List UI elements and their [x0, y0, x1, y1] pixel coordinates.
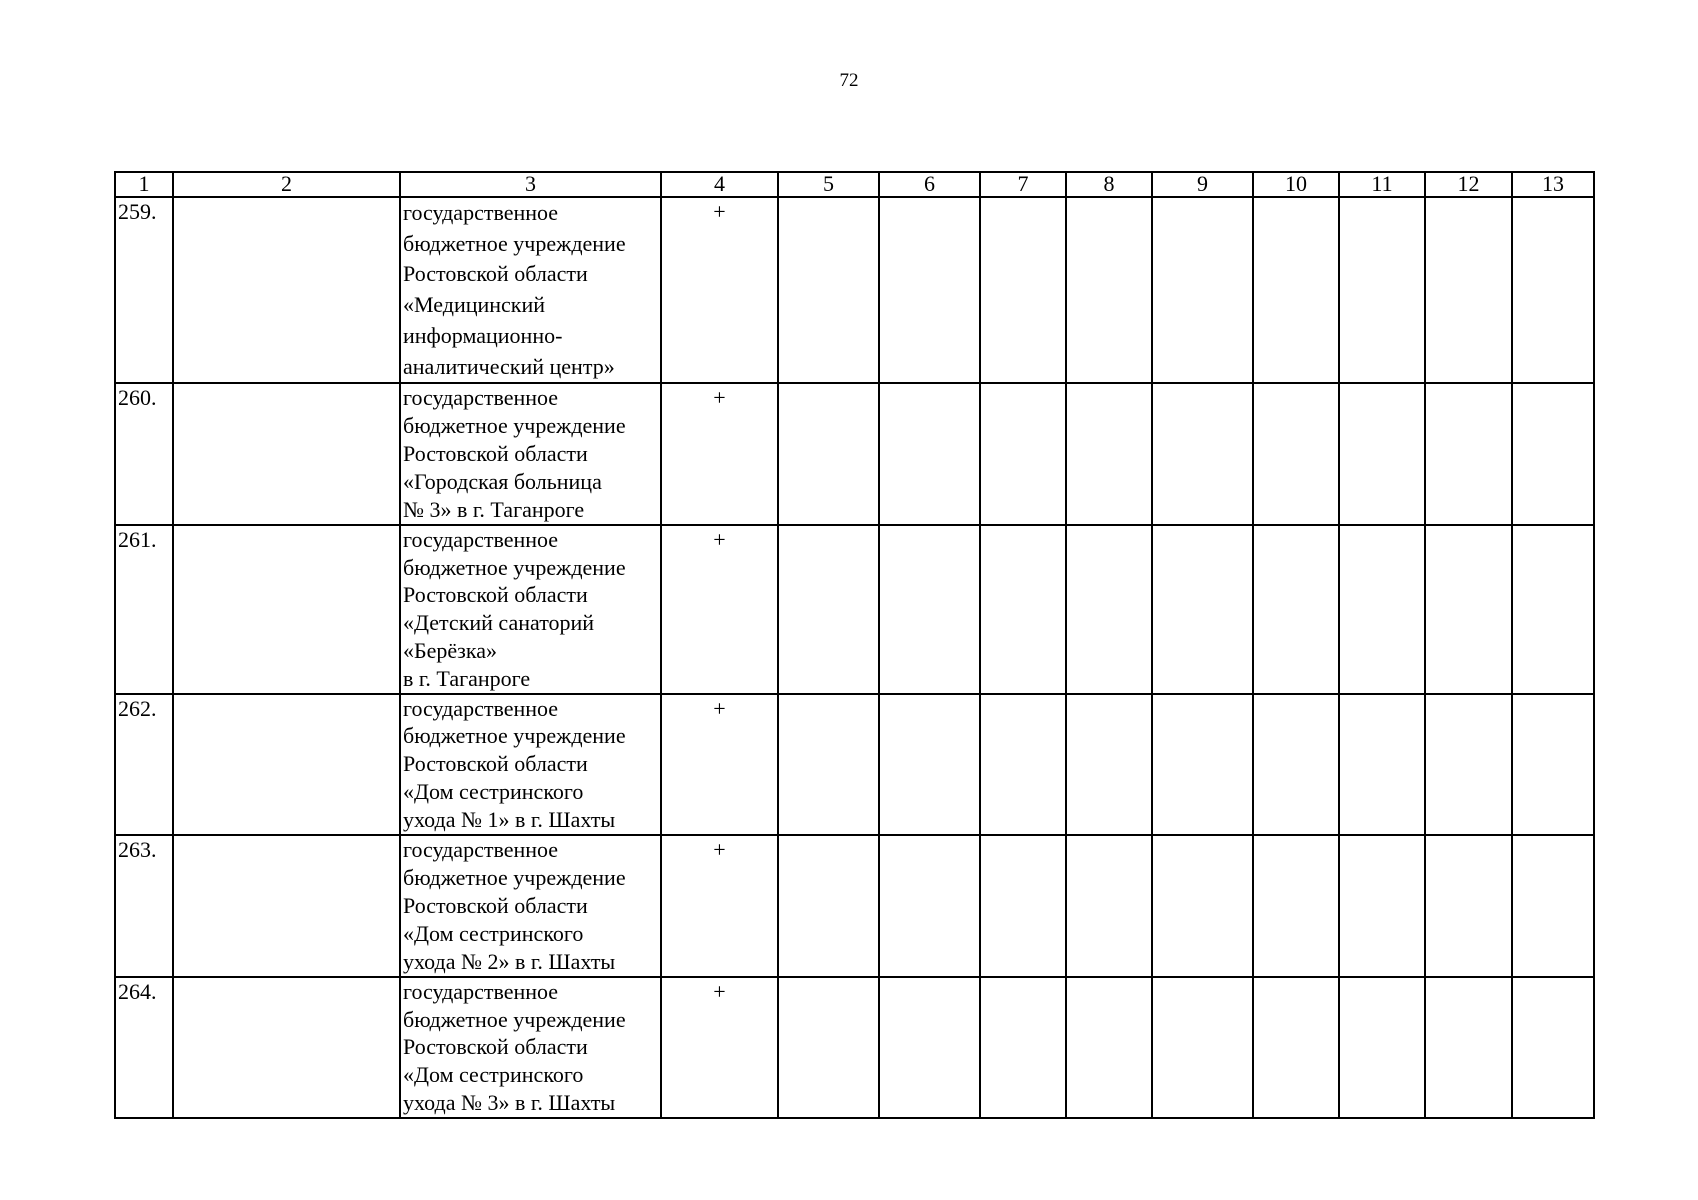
empty-cell [1512, 197, 1594, 383]
plus-mark: + [661, 977, 778, 1119]
column-header: 3 [400, 172, 661, 197]
empty-cell [778, 525, 879, 694]
column-header: 9 [1152, 172, 1253, 197]
empty-cell [1425, 835, 1512, 977]
row-number: 263. [115, 835, 173, 977]
empty-cell [1152, 383, 1253, 525]
row-number: 264. [115, 977, 173, 1119]
table-row [115, 197, 1594, 383]
empty-cell [879, 835, 980, 977]
empty-cell [879, 197, 980, 383]
empty-cell [980, 835, 1066, 977]
plus-mark: + [661, 835, 778, 977]
column-header: 8 [1066, 172, 1152, 197]
organization-name-text: государственное бюджетное учреждение Ростовской области «Городская больница № 3» в г. Таганроге [403, 385, 626, 522]
empty-cell [1066, 383, 1152, 525]
column-header: 7 [980, 172, 1066, 197]
empty-cell [1253, 835, 1339, 977]
column-header: 5 [778, 172, 879, 197]
organization-name-text: государственное бюджетное учреждение Ростовской области «Дом сестринского ухода № 1» в г. Шахты [403, 695, 626, 833]
organization-name-text: государственное бюджетное учреждение Ростовской области «Дом сестринского ухода № 2» в г. Шахты [403, 837, 626, 974]
column-header: 12 [1425, 172, 1512, 197]
row-number: 260. [115, 383, 173, 525]
cell-col2 [173, 835, 400, 977]
empty-cell [879, 383, 980, 525]
empty-cell [980, 525, 1066, 694]
column-header: 6 [879, 172, 980, 197]
empty-cell [1066, 835, 1152, 977]
empty-cell [1339, 383, 1425, 525]
empty-cell [1253, 525, 1339, 694]
cell-col2 [173, 525, 400, 694]
empty-cell [778, 197, 879, 383]
empty-cell [1152, 694, 1253, 836]
empty-cell [1339, 977, 1425, 1119]
empty-cell [1512, 525, 1594, 694]
empty-cell [1425, 977, 1512, 1119]
empty-cell [980, 197, 1066, 383]
empty-cell [1253, 197, 1339, 383]
empty-cell [1425, 694, 1512, 836]
empty-cell [1152, 197, 1253, 383]
empty-cell [1152, 977, 1253, 1119]
empty-cell [879, 525, 980, 694]
empty-cell [1253, 694, 1339, 836]
empty-cell [778, 694, 879, 836]
header-row [115, 172, 1594, 197]
empty-cell [1512, 835, 1594, 977]
table-row [115, 835, 1594, 977]
cell-col2 [173, 383, 400, 525]
empty-cell [980, 694, 1066, 836]
organization-name [400, 383, 661, 525]
empty-cell [879, 694, 980, 836]
organization-name [400, 694, 661, 836]
column-header: 1 [115, 172, 173, 197]
empty-cell [1425, 197, 1512, 383]
column-header: 13 [1512, 172, 1594, 197]
empty-cell [1339, 197, 1425, 383]
column-header: 11 [1339, 172, 1425, 197]
empty-cell [980, 977, 1066, 1119]
empty-cell [1253, 383, 1339, 525]
empty-cell [879, 977, 980, 1119]
empty-cell [1339, 525, 1425, 694]
column-header: 2 [173, 172, 400, 197]
organization-name [400, 977, 661, 1119]
organization-name [400, 525, 661, 694]
organization-name-text: государственное бюджетное учреждение Ростовской области «Детский санаторий «Берёзка» в г. Таганроге [403, 526, 626, 691]
row-number: 259. [115, 197, 173, 383]
registry-table [114, 171, 1595, 1119]
empty-cell [1152, 525, 1253, 694]
plus-mark: + [661, 694, 778, 836]
cell-col2 [173, 977, 400, 1119]
empty-cell [1512, 977, 1594, 1119]
empty-cell [1512, 383, 1594, 525]
row-number: 261. [115, 525, 173, 694]
empty-cell [1425, 383, 1512, 525]
plus-mark: + [661, 383, 778, 525]
row-number: 262. [115, 694, 173, 836]
organization-name [400, 197, 661, 383]
table-row [115, 977, 1594, 1119]
empty-cell [1066, 197, 1152, 383]
empty-cell [1066, 977, 1152, 1119]
plus-mark: + [661, 525, 778, 694]
empty-cell [1339, 694, 1425, 836]
plus-mark: + [661, 197, 778, 383]
organization-name [400, 835, 661, 977]
empty-cell [1512, 694, 1594, 836]
empty-cell [778, 835, 879, 977]
empty-cell [1339, 835, 1425, 977]
table-row [115, 383, 1594, 525]
empty-cell [1066, 694, 1152, 836]
column-header: 4 [661, 172, 778, 197]
organization-name-text: государственное бюджетное учреждение Ростовской области «Медицинский информационно- аналитический центр» [403, 200, 626, 379]
empty-cell [1152, 835, 1253, 977]
organization-name-text: государственное бюджетное учреждение Ростовской области «Дом сестринского ухода № 3» в г. Шахты [403, 978, 626, 1116]
table-row [115, 694, 1594, 836]
empty-cell [778, 977, 879, 1119]
empty-cell [1253, 977, 1339, 1119]
page-number: 72 [839, 70, 859, 91]
empty-cell [1425, 525, 1512, 694]
empty-cell [778, 383, 879, 525]
column-header: 10 [1253, 172, 1339, 197]
cell-col2 [173, 694, 400, 836]
empty-cell [980, 383, 1066, 525]
table-row [115, 525, 1594, 694]
cell-col2 [173, 197, 400, 383]
empty-cell [1066, 525, 1152, 694]
